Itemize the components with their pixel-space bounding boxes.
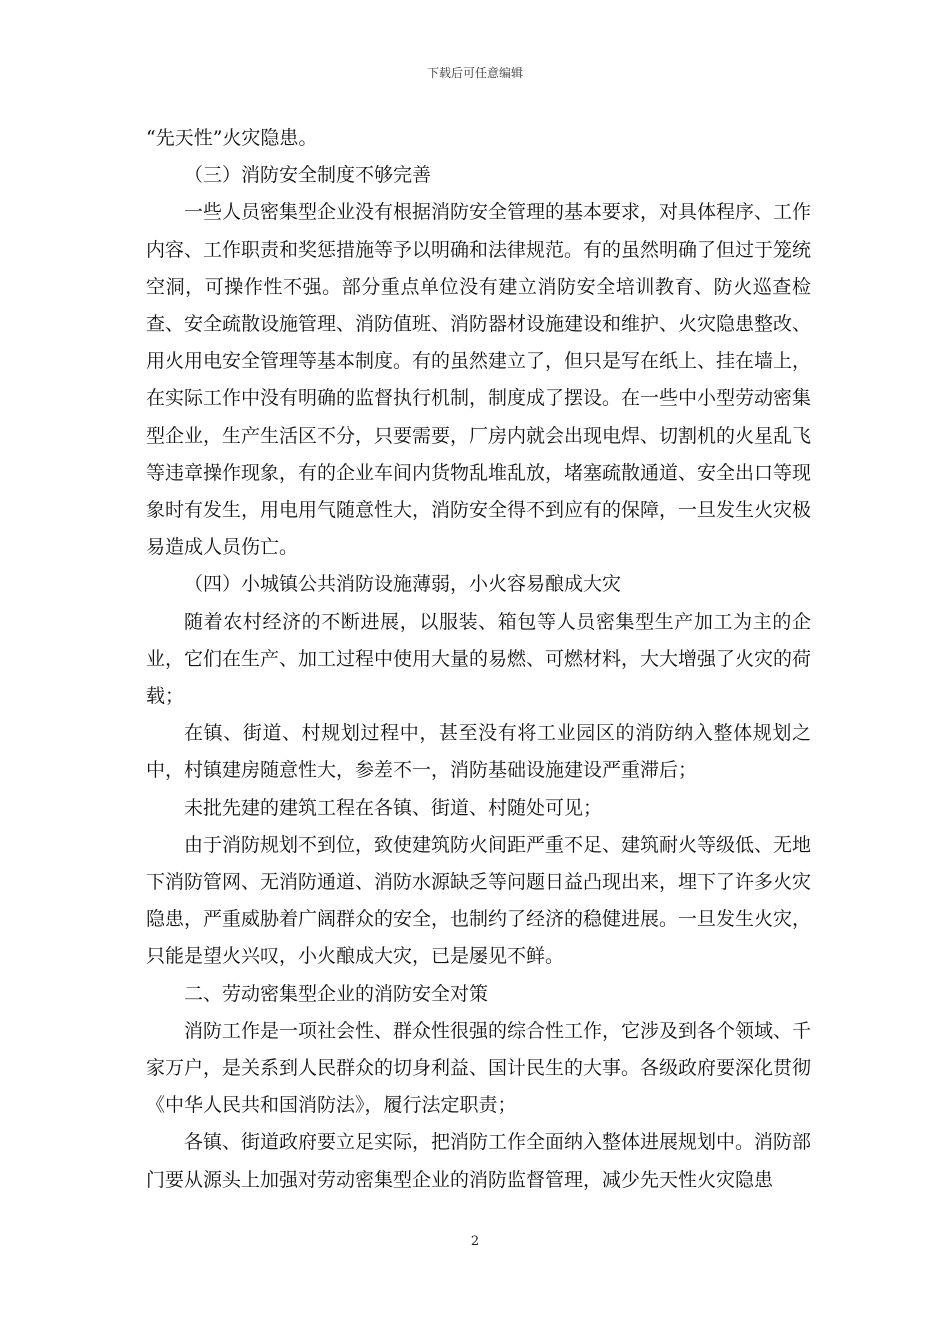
section-heading-3: （三）消防安全制度不够完善 — [184, 164, 432, 187]
section-heading-2: 二、劳动密集型企业的消防安全对策 — [184, 982, 489, 1005]
paragraph: 消防工作是一项社会性、群众性很强的综合性工作，它涉及到各个领域、千家万户，是关系到人民群众的切身利益、国计民生的大事。各级政府要深化贯彻《中华人民共和国消防法》，履行法定职责； — [146, 1019, 812, 1117]
paragraph-continuation: “先天性”火灾隐患。 — [146, 127, 318, 149]
page-number: 2 — [470, 1234, 480, 1249]
paragraph: 在镇、街道、村规划过程中，甚至没有将工业园区的消防纳入整体规划之中，村镇建房随意性大，参差不一，消防基础设施建设严重滞后； — [146, 722, 811, 782]
document-body — [146, 120, 811, 1199]
page-header: 下载后可任意编辑 — [426, 66, 523, 80]
paragraph: 随着农村经济的不断进展，以服装、箱包等人员密集型生产加工为主的企业，它们在生产、加工过程中使用大量的易燃、可燃材料，大大增强了火灾的荷载； — [146, 610, 812, 708]
section-heading-4: （四）小城镇公共消防设施薄弱，小火容易酿成大灾 — [184, 573, 622, 596]
paragraph: 各镇、街道政府要立足实际，把消防工作全面纳入整体进展规划中。消防部门要从源头上加强对劳动密集型企业的消防监督管理，减少先天性火灾隐患 — [146, 1131, 812, 1191]
paragraph: 由于消防规划不到位，致使建筑防火间距严重不足、建筑耐火等级低、无地下消防管网、无消防通道、消防水源缺乏等问题日益凸现出来，埋下了许多火灾隐患，严重威胁着广阔群众的安全，也制约了经济的稳健进展。一旦发生火灾，只能是望火兴叹，小火酿成大灾，已是屡见不鲜。 — [146, 833, 812, 968]
paragraph: 未批先建的建筑工程在各镇、街道、村随处可见； — [184, 796, 603, 819]
paragraph: 一些人员密集型企业没有根据消防安全管理的基本要求，对具体程序、工作内容、工作职责和奖惩措施等予以明确和法律规范。有的虽然明确了但过于笼统空洞，可操作性不强。部分重点单位没有建立消防安全培训教育、防火巡查检查、安全疏散设施管理、消防值班、消防器材设施建设和维护、火灾隐患整改、用火用电安全管理等基本制度。有的虽然建立了，但只是写在纸上、挂在墙上，在实际工作中没有明确的监督执行机制，制度成了摆设。在一些中小型劳动密集型企业，生产生活区不分，只要需要，厂房内就会出现电焊、切割机的火星乱飞等违章操作现象，有的企业车间内货物乱堆乱放，堵塞疏散通道、安全出口等现象时有发生，用电用气随意性大，消防安全得不到应有的保障，一旦发生火灾极易造成人员伤亡。 — [146, 201, 812, 559]
